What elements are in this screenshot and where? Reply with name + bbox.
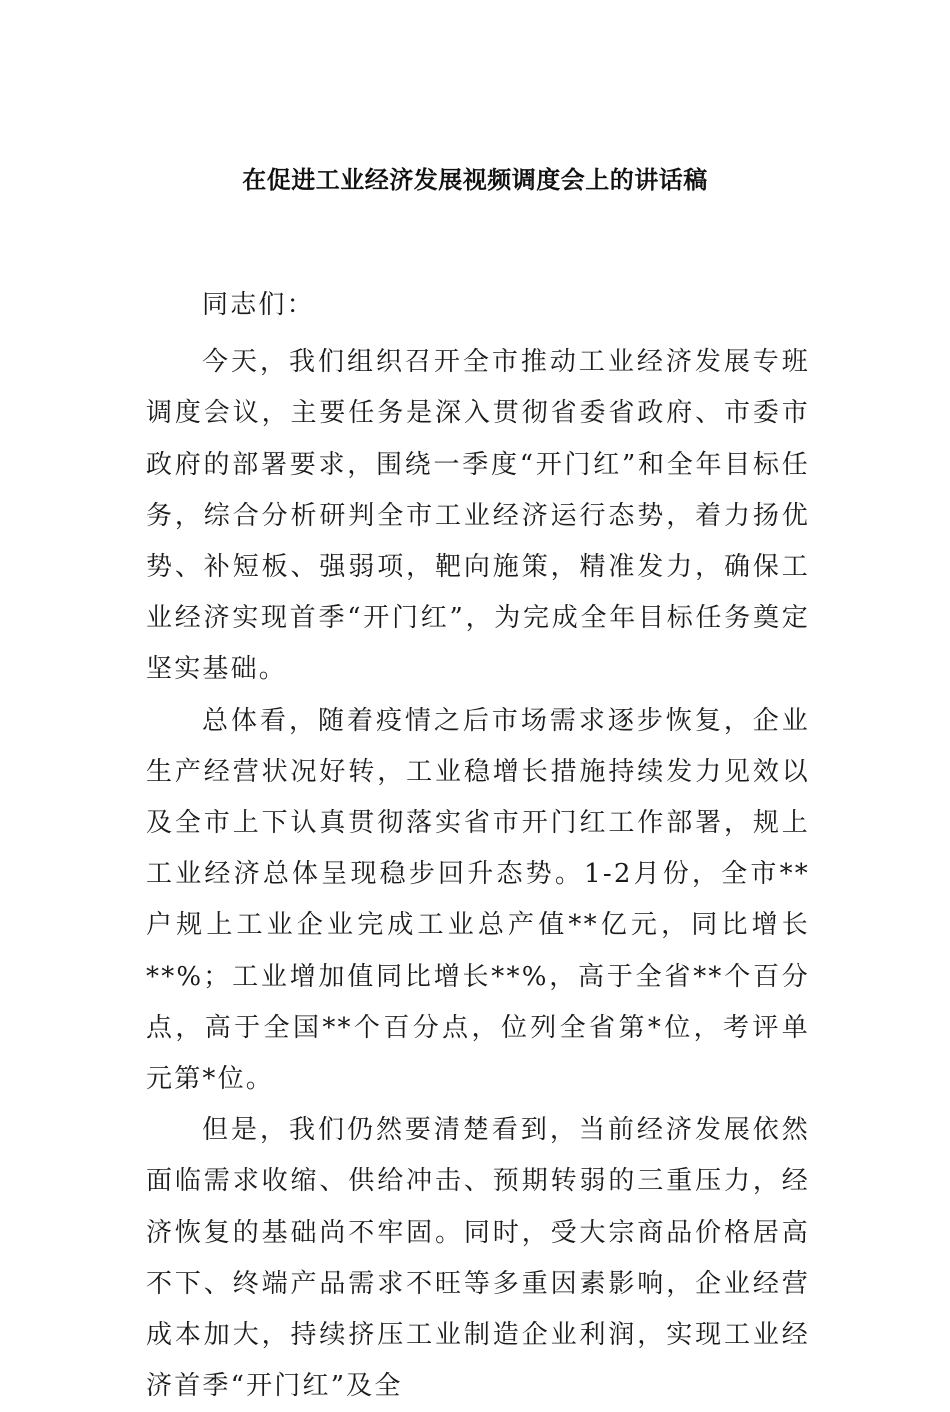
salutation: 同志们： xyxy=(202,290,315,320)
document-body xyxy=(146,280,810,1412)
paragraph-challenges: 但是，我们仍然要清楚看到，当前经济发展依然面临需求收缩、供给冲击、预期转弱的三重压力，经济恢复的基础尚不牢固。同时，受大宗商品价格居高不下、终端产品需求不旺等多重因素影响，企业经营成本加大，持续挤压工业制造企业利润，实现工业经济首季“开门红”及全 xyxy=(146,1115,810,1402)
paragraph-overview: 总体看，随着疫情之后市场需求逐步恢复，企业生产经营状况好转，工业稳增长措施持续发力见效以及全市上下认真贯彻落实省市开门红工作部署，规上工业经济总体呈现稳步回升态势。1-2月份，全市**户规上工业企业完成工业总产值**亿元，同比增长**%；工业增加值同比增长**%，高于全省**个百分点，高于全国**个百分点，位列全省第*位，考评单元第*位。 xyxy=(146,705,810,1095)
paragraph-opening: 今天，我们组织召开全市推动工业经济发展专班调度会议，主要任务是深入贯彻省委省政府、市委市政府的部署要求，围绕一季度“开门红”和全年目标任务，综合分析研判全市工业经济运行态势，着力扬优势、补短板、强弱项，靶向施策，精准发力，确保工业经济实现首季“开门红”，为完成全年目标任务奠定坚实基础。 xyxy=(146,347,810,685)
document-title: 在促进工业经济发展视频调度会上的讲话稿 xyxy=(242,166,708,194)
